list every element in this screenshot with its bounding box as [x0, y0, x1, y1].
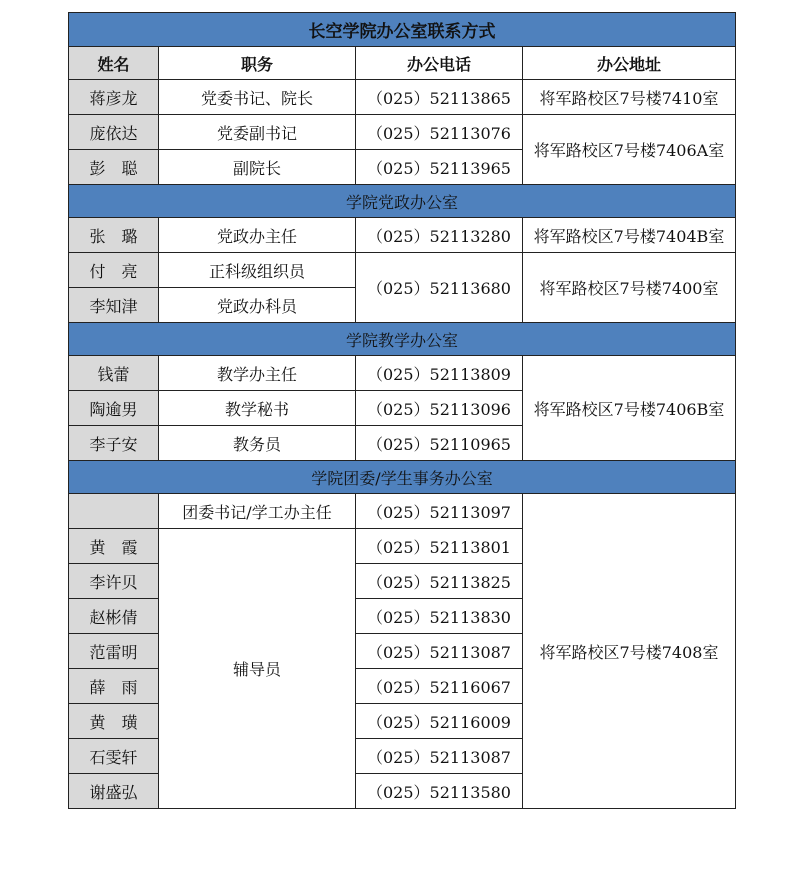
- table-row: [69, 80, 736, 115]
- contact-table: [68, 12, 736, 809]
- header-phone: 办公电话: [356, 47, 523, 80]
- person-phone: （025）52113280: [356, 218, 523, 253]
- header-address: 办公地址: [523, 47, 736, 80]
- person-name: 钱蕾: [69, 356, 159, 391]
- section-row: [69, 461, 736, 494]
- person-phone: （025）52113096: [356, 391, 523, 426]
- person-position: 正科级组织员: [159, 253, 356, 288]
- person-phone: （025）52113087: [356, 739, 523, 774]
- person-phone: （025）52113830: [356, 599, 523, 634]
- table-row: [69, 356, 736, 391]
- section-title-student-office: 学院团委/学生事务办公室: [69, 461, 736, 494]
- table-row: [69, 494, 736, 529]
- person-name: 石雯轩: [69, 739, 159, 774]
- table-row: [69, 115, 736, 150]
- person-position: 党委副书记: [159, 115, 356, 150]
- section-title-teaching-office: 学院教学办公室: [69, 323, 736, 356]
- person-name: 彭 聪: [69, 150, 159, 185]
- person-position: 党委书记、院长: [159, 80, 356, 115]
- person-position: 党政办科员: [159, 288, 356, 323]
- person-phone: （025）52113076: [356, 115, 523, 150]
- person-phone: （025）52113825: [356, 564, 523, 599]
- person-name: 庞依达: [69, 115, 159, 150]
- person-phone: （025）52113965: [356, 150, 523, 185]
- office-address: 将军路校区7号楼7406A室: [523, 115, 736, 185]
- person-phone: （025）52113097: [356, 494, 523, 529]
- person-name: 陶逾男: [69, 391, 159, 426]
- person-phone: （025）52113580: [356, 774, 523, 809]
- table-row: [69, 253, 736, 288]
- header-row: [69, 47, 736, 80]
- person-name: 李许贝: [69, 564, 159, 599]
- section-title-party-office: 学院党政办公室: [69, 185, 736, 218]
- person-name: 赵彬倩: [69, 599, 159, 634]
- office-address: 将军路校区7号楼7400室: [523, 253, 736, 323]
- office-address: 将军路校区7号楼7404B室: [523, 218, 736, 253]
- header-name: 姓名: [69, 47, 159, 80]
- person-phone: （025）52113865: [356, 80, 523, 115]
- person-position: 教学秘书: [159, 391, 356, 426]
- title-row: [69, 13, 736, 47]
- person-name: 李子安: [69, 426, 159, 461]
- person-phone: （025）52113680: [356, 253, 523, 323]
- person-position: 教学办主任: [159, 356, 356, 391]
- person-name: 李知津: [69, 288, 159, 323]
- office-address: 将军路校区7号楼7406B室: [523, 356, 736, 461]
- person-name: 黄 璜: [69, 704, 159, 739]
- person-phone: （025）52110965: [356, 426, 523, 461]
- person-position: 教务员: [159, 426, 356, 461]
- person-name: 薛 雨: [69, 669, 159, 704]
- person-name: 张 璐: [69, 218, 159, 253]
- person-name: 谢盛弘: [69, 774, 159, 809]
- person-position: 辅导员: [159, 529, 356, 809]
- person-name: 范雷明: [69, 634, 159, 669]
- person-name: 黄 霞: [69, 529, 159, 564]
- person-name: 蒋彦龙: [69, 80, 159, 115]
- person-phone: （025）52116009: [356, 704, 523, 739]
- person-phone: （025）52113801: [356, 529, 523, 564]
- office-address: 将军路校区7号楼7408室: [523, 494, 736, 809]
- section-row: [69, 185, 736, 218]
- person-name: [69, 494, 159, 529]
- person-position: 团委书记/学工办主任: [159, 494, 356, 529]
- person-position: 党政办主任: [159, 218, 356, 253]
- section-row: [69, 323, 736, 356]
- table-row: [69, 218, 736, 253]
- person-position: 副院长: [159, 150, 356, 185]
- person-phone: （025）52113087: [356, 634, 523, 669]
- contact-sheet: [68, 12, 735, 809]
- office-address: 将军路校区7号楼7410室: [523, 80, 736, 115]
- table-title: 长空学院办公室联系方式: [69, 13, 736, 47]
- person-phone: （025）52113809: [356, 356, 523, 391]
- person-phone: （025）52116067: [356, 669, 523, 704]
- header-position: 职务: [159, 47, 356, 80]
- person-name: 付 亮: [69, 253, 159, 288]
